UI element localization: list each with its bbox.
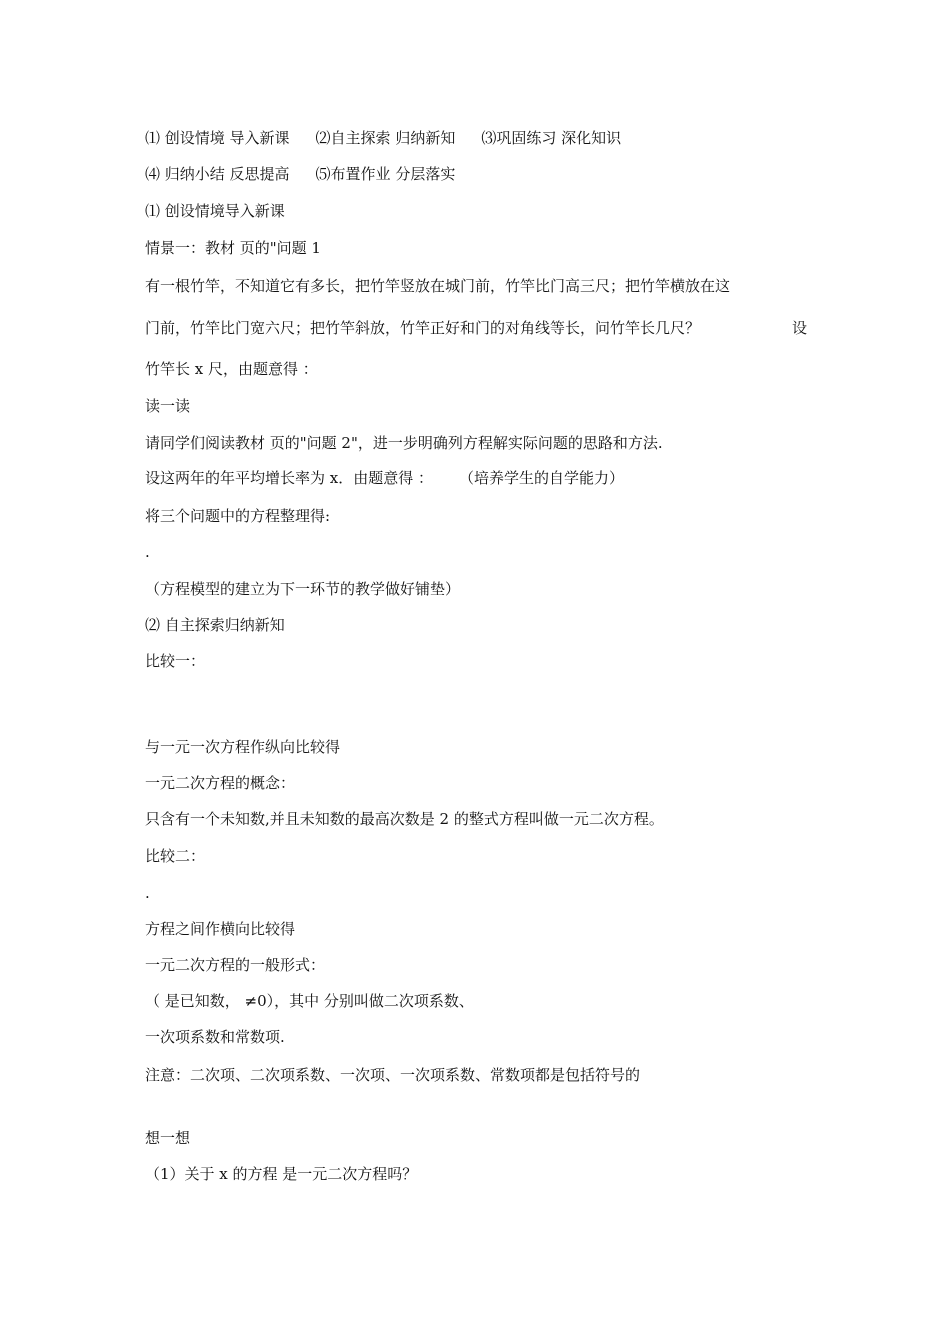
concept-title: 一元二次方程的概念：: [145, 774, 296, 792]
problem-line-1-text: 有一根竹竿，不知道它有多长，把竹竿竖放在城门前，竹竿比门高三尺；把竹竿横放在这: [145, 277, 731, 295]
problem-line-3: 竹竿长 x 尺，由题意得 ：: [145, 360, 318, 378]
concept-text: 只含有一个未知数,并且未知数的最高次数是 2 的整式方程叫做一元二次方程。: [145, 810, 664, 828]
problem-line-2-text: 门前，竹竿比门宽六尺；把竹竿斜放，竹竿正好和门的对角线等长，问竹竿长几尺？: [145, 319, 701, 337]
general-form-text: （ 是已知数， ≠0），其中 分别叫做二次项系数、: [145, 992, 474, 1010]
growth-text: 设这两年的年平均增长率为 x．由题意得 ：: [145, 469, 433, 487]
general-form-title: 一元二次方程的一般形式：: [145, 956, 326, 974]
equation-dot-2: .: [145, 884, 150, 902]
arrange-text: 将三个问题中的方程整理得:: [145, 507, 331, 525]
section-1-title: ⑴ 创设情境导入新课: [145, 202, 285, 220]
horizontal-compare: 方程之间作横向比较得: [145, 920, 296, 938]
read-title: 读一读: [145, 397, 191, 415]
general-form-text-2: 一次项系数和常数项.: [145, 1028, 285, 1046]
growth-line: [145, 468, 624, 488]
think-question-1: （1）关于 x 的方程 是一元二次方程吗？: [145, 1165, 418, 1183]
compare-2-heading: 比较二：: [145, 847, 206, 865]
steps-row-2: [145, 164, 455, 184]
read-text: 请同学们阅读教材 页的"问题 2"，进一步明确列方程解实际问题的思路和方法.: [145, 434, 663, 452]
growth-note: （培养学生的自学能力）: [459, 469, 625, 487]
step-3: ⑶巩固练习 深化知识: [481, 129, 622, 147]
note-text: 注意：二次项、二次项系数、一次项、一次项系数、常数项都是包括符号的: [145, 1066, 641, 1084]
step-5: ⑸布置作业 分层落实: [315, 165, 456, 183]
problem-line-2-tail: 设: [791, 319, 807, 337]
think-title: 想一想: [145, 1129, 191, 1147]
compare-1-heading: 比较一：: [145, 652, 206, 670]
step-2: ⑵自主探索 归纳新知: [315, 129, 456, 147]
scene-1-heading: 情景一：教材 页的"问题 1: [145, 239, 321, 257]
vertical-compare: 与一元一次方程作纵向比较得: [145, 738, 341, 756]
problem-line-2: [145, 318, 807, 338]
step-4: ⑷ 归纳小结 反思提高: [145, 165, 290, 183]
problem-line-1: [145, 276, 807, 296]
equation-dot-1: .: [145, 543, 150, 561]
steps-row-1: [145, 128, 621, 148]
step-1: ⑴ 创设情境 导入新课: [145, 129, 290, 147]
model-note: （方程模型的建立为下一环节的教学做好铺垫）: [145, 580, 461, 598]
section-2-title: ⑵ 自主探索归纳新知: [145, 616, 285, 634]
